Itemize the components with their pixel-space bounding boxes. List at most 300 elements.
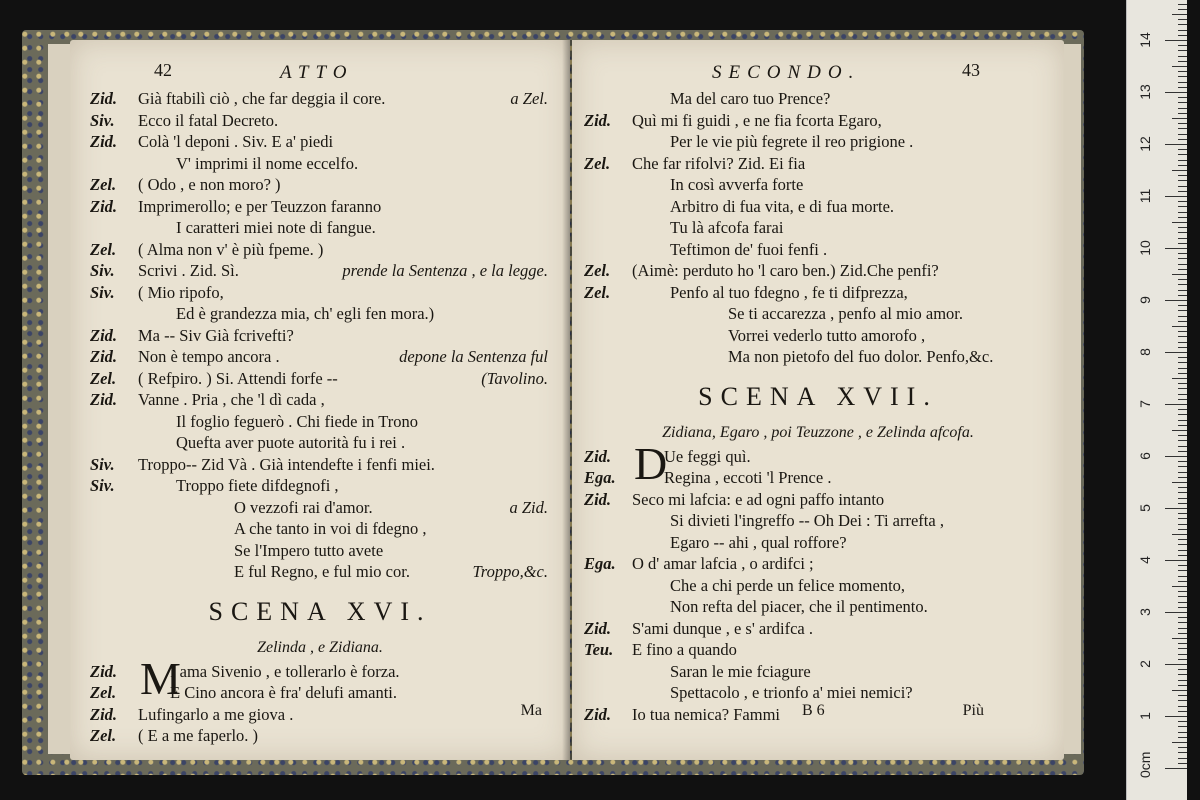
ruler-tick: [1178, 602, 1187, 603]
speaker-label: Siv.: [90, 454, 115, 474]
ruler-tick: [1178, 87, 1187, 88]
verse-text: O vezzofi rai d'amor.: [234, 497, 373, 517]
stage-direction: a Zel.: [510, 89, 548, 108]
ruler-tick: [1178, 420, 1187, 421]
page-number: 43: [962, 60, 980, 80]
speaker-label: Zel.: [90, 175, 117, 194]
speaker-label: Zid.: [90, 390, 118, 409]
verse-text: ( Mio ripofo,: [138, 282, 224, 302]
ruler-tick: [1172, 638, 1187, 639]
running-head: ATTO: [280, 62, 354, 83]
ruler-tick: [1178, 487, 1187, 488]
ruler-tick: [1178, 529, 1187, 530]
right-page: [572, 40, 1064, 760]
catchword: Ma: [520, 702, 542, 719]
text-line: [70, 88, 570, 110]
ruler-tick: [1165, 92, 1187, 93]
ruler-tick: [1178, 648, 1187, 649]
ruler-tick: [1178, 752, 1187, 753]
ruler-tick: [1178, 123, 1187, 124]
ruler-tick: [1178, 570, 1187, 571]
ruler-tick: [1178, 383, 1187, 384]
ruler-tick: [1178, 139, 1187, 140]
verse-text: Arbitro di fua vita, e di fua morte.: [670, 196, 895, 216]
text-line: [70, 131, 570, 153]
ruler-tick: [1165, 560, 1187, 561]
verse-text: ( E a me faperlo. ): [138, 726, 259, 745]
cast-list: Zidiana, Egaro , poi Teuzzone , e Zelinda afcofa.: [662, 423, 974, 441]
speaker-label: Ega.: [584, 554, 616, 573]
ruler-tick: [1178, 342, 1187, 343]
verse-text: Già ftabilì ciò , che far deggia il core.: [138, 89, 386, 108]
ruler-number: 8: [1137, 348, 1153, 356]
verse-text: Che far rifolvi? Zid. Ei fia: [632, 153, 806, 173]
ruler-tick: [1178, 633, 1187, 634]
ruler-tick: [1178, 576, 1187, 577]
ruler-tick: [1178, 539, 1187, 540]
speaker-label: Zid.: [90, 132, 118, 151]
ruler-tick: [1178, 201, 1187, 202]
ruler-tick: [1178, 238, 1187, 239]
ruler-number: 12: [1137, 136, 1153, 152]
scene-title: SCENA XVII.: [698, 381, 938, 411]
ruler-tick: [1178, 9, 1187, 10]
ruler-tick: [1165, 664, 1187, 665]
text-line: [572, 174, 1064, 196]
ruler-tick: [1178, 347, 1187, 348]
speaker-label: Siv.: [90, 261, 115, 280]
speaker-label: Zid.: [90, 347, 118, 366]
text-line: [70, 196, 570, 218]
ruler-tick: [1172, 378, 1187, 379]
stage-direction: Troppo,&c.: [472, 562, 548, 581]
ruler-tick: [1165, 716, 1187, 717]
verse-text: Egaro -- ahi , qual roffore?: [670, 532, 847, 552]
ruler-tick: [1178, 102, 1187, 103]
text-line: [572, 325, 1064, 347]
speaker-label: Zel.: [90, 239, 117, 259]
ruler-tick: [1178, 191, 1187, 192]
ruler-tick: [1178, 212, 1187, 213]
verse-text: ( Odo , e non moro? ): [138, 175, 281, 194]
ruler-tick: [1172, 274, 1187, 275]
ruler-tick: [1178, 227, 1187, 228]
verse-text: E fino a quando: [632, 640, 737, 659]
ruler-tick: [1172, 690, 1187, 691]
ruler-tick: [1172, 430, 1187, 431]
ruler-tick: [1178, 503, 1187, 504]
speaker-label: Zel.: [584, 282, 611, 302]
ruler-tick: [1172, 222, 1187, 223]
verse-text: Quì mi fi guidi , e ne fia fcorta Egaro,: [632, 110, 882, 130]
verse-text: Se l'Impero tutto avete: [234, 540, 384, 560]
verse-text: In così avverfa forte: [670, 175, 804, 194]
text-line: [70, 282, 570, 304]
text-line: [572, 596, 1064, 618]
ruler-number: 2: [1137, 660, 1153, 668]
text-block: [572, 88, 1064, 725]
ruler-tick: [1178, 763, 1187, 764]
speaker-label: Zel.: [90, 726, 117, 745]
ruler-tick: [1178, 243, 1187, 244]
ruler-tick: [1178, 555, 1187, 556]
ruler-tick: [1178, 425, 1187, 426]
speaker-label: Zid.: [584, 618, 612, 638]
ruler-tick: [1178, 695, 1187, 696]
ruler-tick: [1178, 596, 1187, 597]
verse-text: Non refta del piacer, che il pentimento.: [670, 597, 928, 616]
verse-text: Per le vie più fegrete il reo prigione .: [670, 132, 914, 151]
verse-text: Lufingarlo a me giova .: [138, 704, 294, 724]
speaker-label: Zel.: [584, 261, 611, 280]
ruler-tick: [1178, 186, 1187, 187]
text-line: [70, 174, 570, 196]
ruler-tick: [1178, 706, 1187, 707]
verse-text: Ma del caro tuo Prence?: [670, 89, 831, 108]
verse-text: I caratteri miei note di fangue.: [176, 218, 376, 237]
speaker-label: Zid.: [90, 196, 118, 216]
verse-text: Imprimerollo; e per Teuzzon faranno: [138, 196, 382, 216]
ruler-tick: [1172, 170, 1187, 171]
speaker-label: Zel.: [90, 368, 117, 388]
running-head: SECONDO.: [712, 62, 861, 83]
ruler-tick: [1172, 118, 1187, 119]
text-block: [70, 88, 570, 747]
text-line: [572, 532, 1064, 554]
ruler-tick: [1178, 440, 1187, 441]
ruler-tick: [1178, 581, 1187, 582]
ruler-number: 11: [1137, 188, 1153, 204]
ruler-tick: [1178, 680, 1187, 681]
ruler-tick: [1178, 264, 1187, 265]
ruler-tick: [1178, 544, 1187, 545]
ruler-tick: [1165, 248, 1187, 249]
ruler-tick: [1178, 726, 1187, 727]
scene-title: SCENA XVI.: [208, 596, 432, 626]
ruler-tick: [1165, 300, 1187, 301]
ruler-tick: [1178, 113, 1187, 114]
ruler-number: 3: [1137, 608, 1153, 616]
ruler-tick: [1178, 284, 1187, 285]
ruler-tick: [1172, 14, 1187, 15]
left-page: [70, 40, 570, 760]
text-line: [572, 467, 1064, 489]
ruler-tick: [1178, 295, 1187, 296]
page-edges-right: [1062, 44, 1081, 754]
verse-text: Quefta aver puote autorità fu i rei .: [176, 433, 406, 452]
ruler-tick: [1178, 446, 1187, 447]
speaker-label: Zid.: [584, 110, 612, 130]
text-line: [70, 432, 570, 454]
ruler-unit-label: 0cm: [1137, 751, 1153, 778]
verse-text: Tu là afcofa farai: [670, 218, 784, 237]
ruler-tick: [1178, 321, 1187, 322]
catchword: Più: [962, 702, 984, 719]
text-line: [572, 553, 1064, 575]
text-line: [70, 368, 570, 390]
drop-cap-initial: D: [634, 437, 668, 489]
text-line: [70, 725, 570, 747]
ruler-number: 6: [1137, 452, 1153, 460]
ruler-tick: [1178, 269, 1187, 270]
measuring-ruler: [1126, 0, 1187, 800]
text-line: [70, 497, 570, 519]
text-line: [70, 153, 570, 175]
ruler-tick: [1165, 404, 1187, 405]
ruler-tick: [1178, 659, 1187, 660]
verse-text: E ful Regno, e ful mio cor.: [234, 562, 410, 581]
ruler-tick: [1178, 732, 1187, 733]
ruler-number: 9: [1137, 296, 1153, 304]
ruler-tick: [1178, 565, 1187, 566]
speaker-label: Siv.: [90, 282, 115, 302]
ruler-tick: [1178, 368, 1187, 369]
ruler-tick: [1178, 206, 1187, 207]
ruler-tick: [1172, 482, 1187, 483]
verse-text: Penfo al tuo fdegno , fe ti difprezza,: [670, 282, 908, 302]
speaker-label: Ega.: [584, 468, 616, 487]
ruler-tick: [1178, 175, 1187, 176]
ruler-tick: [1178, 622, 1187, 623]
verse-text: O d' amar lafcia , o ardifci ;: [632, 554, 814, 573]
stage-direction: (Tavolino.: [481, 368, 548, 388]
speaker-label: Teu.: [584, 640, 614, 659]
ruler-tick: [1178, 258, 1187, 259]
ruler-tick: [1178, 279, 1187, 280]
text-line: [572, 153, 1064, 175]
ruler-tick: [1178, 108, 1187, 109]
text-line: [572, 217, 1064, 239]
ruler-tick: [1172, 326, 1187, 327]
ruler-tick: [1178, 61, 1187, 62]
verse-text: I ama Sivenio , e tollerarlo è forza.: [170, 661, 400, 681]
ruler-tick: [1178, 76, 1187, 77]
ruler-tick: [1178, 461, 1187, 462]
text-line: [572, 88, 1064, 110]
verse-text: ( Alma non v' è più fpeme. ): [138, 239, 324, 259]
text-line: [572, 639, 1064, 661]
text-line: [70, 704, 570, 726]
ruler-tick: [1178, 654, 1187, 655]
text-line: [572, 661, 1064, 683]
text-line: [572, 110, 1064, 132]
ruler-number: 5: [1137, 504, 1153, 512]
verse-text: E Cino ancora è fra' delufi amanti.: [170, 683, 398, 702]
ruler-tick: [1165, 612, 1187, 613]
ruler-tick: [1178, 357, 1187, 358]
ruler-tick: [1178, 154, 1187, 155]
text-line: [572, 510, 1064, 532]
ruler-tick: [1178, 128, 1187, 129]
verse-text: Scrivi . Zid. Sì.: [138, 261, 239, 280]
ruler-tick: [1178, 669, 1187, 670]
verse-text: Ma non pietofo del fuo dolor. Penfo,&c.: [728, 347, 994, 366]
ruler-tick: [1178, 24, 1187, 25]
text-line: [572, 575, 1064, 597]
ruler-tick: [1178, 50, 1187, 51]
ruler-tick: [1178, 518, 1187, 519]
ruler-tick: [1178, 253, 1187, 254]
ruler-tick: [1178, 4, 1187, 5]
verse-text: Troppo fiete difdegnofi ,: [176, 476, 339, 495]
ruler-number: 10: [1137, 240, 1153, 256]
speaker-label: Siv.: [90, 476, 115, 495]
ruler-tick: [1178, 550, 1187, 551]
verse-text: Seco mi lafcia: e ad ogni paffo intanto: [632, 489, 885, 509]
ruler-tick: [1165, 40, 1187, 41]
text-line: [572, 239, 1064, 261]
verse-text: Il foglio feguerò . Chi fiede in Trono: [176, 411, 418, 431]
ruler-tick: [1165, 196, 1187, 197]
ruler-tick: [1172, 534, 1187, 535]
text-line: [70, 682, 570, 704]
speaker-label: Zel.: [584, 153, 611, 173]
verse-text: Ecco il fatal Decreto.: [138, 110, 279, 130]
ruler-tick: [1178, 232, 1187, 233]
ruler-tick: [1178, 97, 1187, 98]
verse-text: (Aimè: perduto ho 'l caro ben.) Zid.Che penfi?: [632, 261, 939, 280]
ruler-tick: [1178, 591, 1187, 592]
ruler-tick: [1178, 331, 1187, 332]
verse-text: Colà 'l deponi . Siv. E a' piedi: [138, 132, 334, 151]
text-line: [70, 260, 570, 282]
ruler-tick: [1165, 768, 1187, 769]
verse-text: Ed è grandezza mia, ch' egli fen mora.): [176, 304, 435, 323]
ruler-tick: [1178, 477, 1187, 478]
ruler-tick: [1178, 492, 1187, 493]
text-line: [70, 325, 570, 347]
text-line: [70, 110, 570, 132]
ruler-tick: [1178, 451, 1187, 452]
verse-text: ( Refpiro. ) Si. Attendi forfe --: [138, 368, 338, 388]
speaker-label: Zid.: [90, 89, 118, 108]
text-line: [572, 196, 1064, 218]
stage-direction: depone la Sentenza ful: [399, 347, 548, 366]
ruler-tick: [1178, 35, 1187, 36]
ruler-number: 14: [1137, 32, 1153, 48]
text-line: [70, 346, 570, 368]
ruler-tick: [1178, 617, 1187, 618]
stage-direction: a Zid.: [509, 497, 548, 517]
text-line: [70, 518, 570, 540]
ruler-tick: [1178, 524, 1187, 525]
speaker-label: Siv.: [90, 110, 115, 130]
ruler-tick: [1178, 643, 1187, 644]
stage-direction: prende la Sentenza , e la legge.: [342, 261, 548, 280]
drop-cap-initial: M: [140, 652, 181, 704]
ruler-tick: [1178, 30, 1187, 31]
text-line: [572, 618, 1064, 640]
ruler-tick: [1178, 316, 1187, 317]
text-line: [572, 282, 1064, 304]
text-line: [70, 389, 570, 411]
ruler-tick: [1178, 747, 1187, 748]
verse-text: V' imprimi il nome eccelfo.: [176, 153, 359, 173]
text-line: [572, 346, 1064, 368]
verse-text: Ue feggi quì.: [664, 446, 751, 466]
ruler-tick: [1178, 165, 1187, 166]
ruler-tick: [1178, 498, 1187, 499]
verse-text: Se ti accarezza , penfo al mio amor.: [728, 304, 964, 323]
ruler-tick: [1165, 508, 1187, 509]
verse-text: Spettacolo , e trionfo a' miei nemici?: [670, 683, 913, 702]
ruler-tick: [1178, 310, 1187, 311]
ruler-tick: [1165, 352, 1187, 353]
ruler-tick: [1178, 711, 1187, 712]
speaker-label: Zid.: [584, 489, 612, 509]
ruler-tick: [1178, 394, 1187, 395]
ruler-number: 1: [1137, 712, 1153, 720]
ruler-tick: [1178, 388, 1187, 389]
ruler-tick: [1178, 628, 1187, 629]
verse-text: Teftimon de' fuoi fenfi .: [670, 239, 828, 259]
ruler-tick: [1178, 56, 1187, 57]
text-line: [70, 303, 570, 325]
text-line: [572, 489, 1064, 511]
ruler-tick: [1178, 685, 1187, 686]
page-number: 42: [154, 60, 172, 80]
ruler-tick: [1178, 149, 1187, 150]
speaker-label: Zel.: [90, 683, 117, 702]
ruler-tick: [1178, 160, 1187, 161]
ruler-tick: [1178, 305, 1187, 306]
text-line: [572, 131, 1064, 153]
cast-list: Zelinda , e Zidiana.: [257, 638, 383, 656]
ruler-tick: [1178, 45, 1187, 46]
verse-text: Troppo-- Zid Và . Già intendefte i fenfi miei.: [138, 454, 435, 474]
speaker-label: Zid.: [90, 661, 118, 681]
ruler-tick: [1178, 19, 1187, 20]
text-line: [572, 260, 1064, 282]
ruler-tick: [1178, 414, 1187, 415]
ruler-tick: [1178, 373, 1187, 374]
verse-text: Saran le mie fciagure: [670, 661, 811, 681]
ruler-tick: [1178, 700, 1187, 701]
text-line: [70, 475, 570, 497]
ruler-number: 4: [1137, 556, 1153, 564]
ruler-tick: [1178, 607, 1187, 608]
text-line: [70, 217, 570, 239]
verse-text: A che tanto in voi di fdegno ,: [234, 519, 427, 538]
text-line: [70, 454, 570, 476]
speaker-label: Zid.: [584, 446, 612, 466]
ruler-tick: [1172, 742, 1187, 743]
ruler-tick: [1165, 144, 1187, 145]
text-line: [70, 561, 570, 583]
text-line: [572, 682, 1064, 704]
verse-text: Regina , eccoti 'l Prence .: [664, 468, 832, 487]
text-line: [70, 239, 570, 261]
ruler-tick: [1178, 71, 1187, 72]
ruler-tick: [1178, 435, 1187, 436]
verse-text: Non è tempo ancora .: [138, 347, 280, 366]
ruler-tick: [1178, 134, 1187, 135]
ruler-tick: [1172, 66, 1187, 67]
verse-text: Che a chi perde un felice momento,: [670, 575, 906, 595]
speaker-label: Zid.: [90, 325, 118, 345]
text-line: [70, 411, 570, 433]
ruler-tick: [1178, 409, 1187, 410]
verse-text: Io tua nemica? Fammi: [632, 704, 780, 724]
ruler-tick: [1178, 472, 1187, 473]
signature-mark: B 6: [802, 702, 825, 719]
ruler-tick: [1178, 466, 1187, 467]
ruler-tick: [1178, 82, 1187, 83]
verse-text: Vanne . Pria , che 'l dì cada ,: [138, 390, 325, 409]
speaker-label: Zid.: [584, 704, 612, 724]
ruler-number: 7: [1137, 400, 1153, 408]
ruler-tick: [1172, 586, 1187, 587]
